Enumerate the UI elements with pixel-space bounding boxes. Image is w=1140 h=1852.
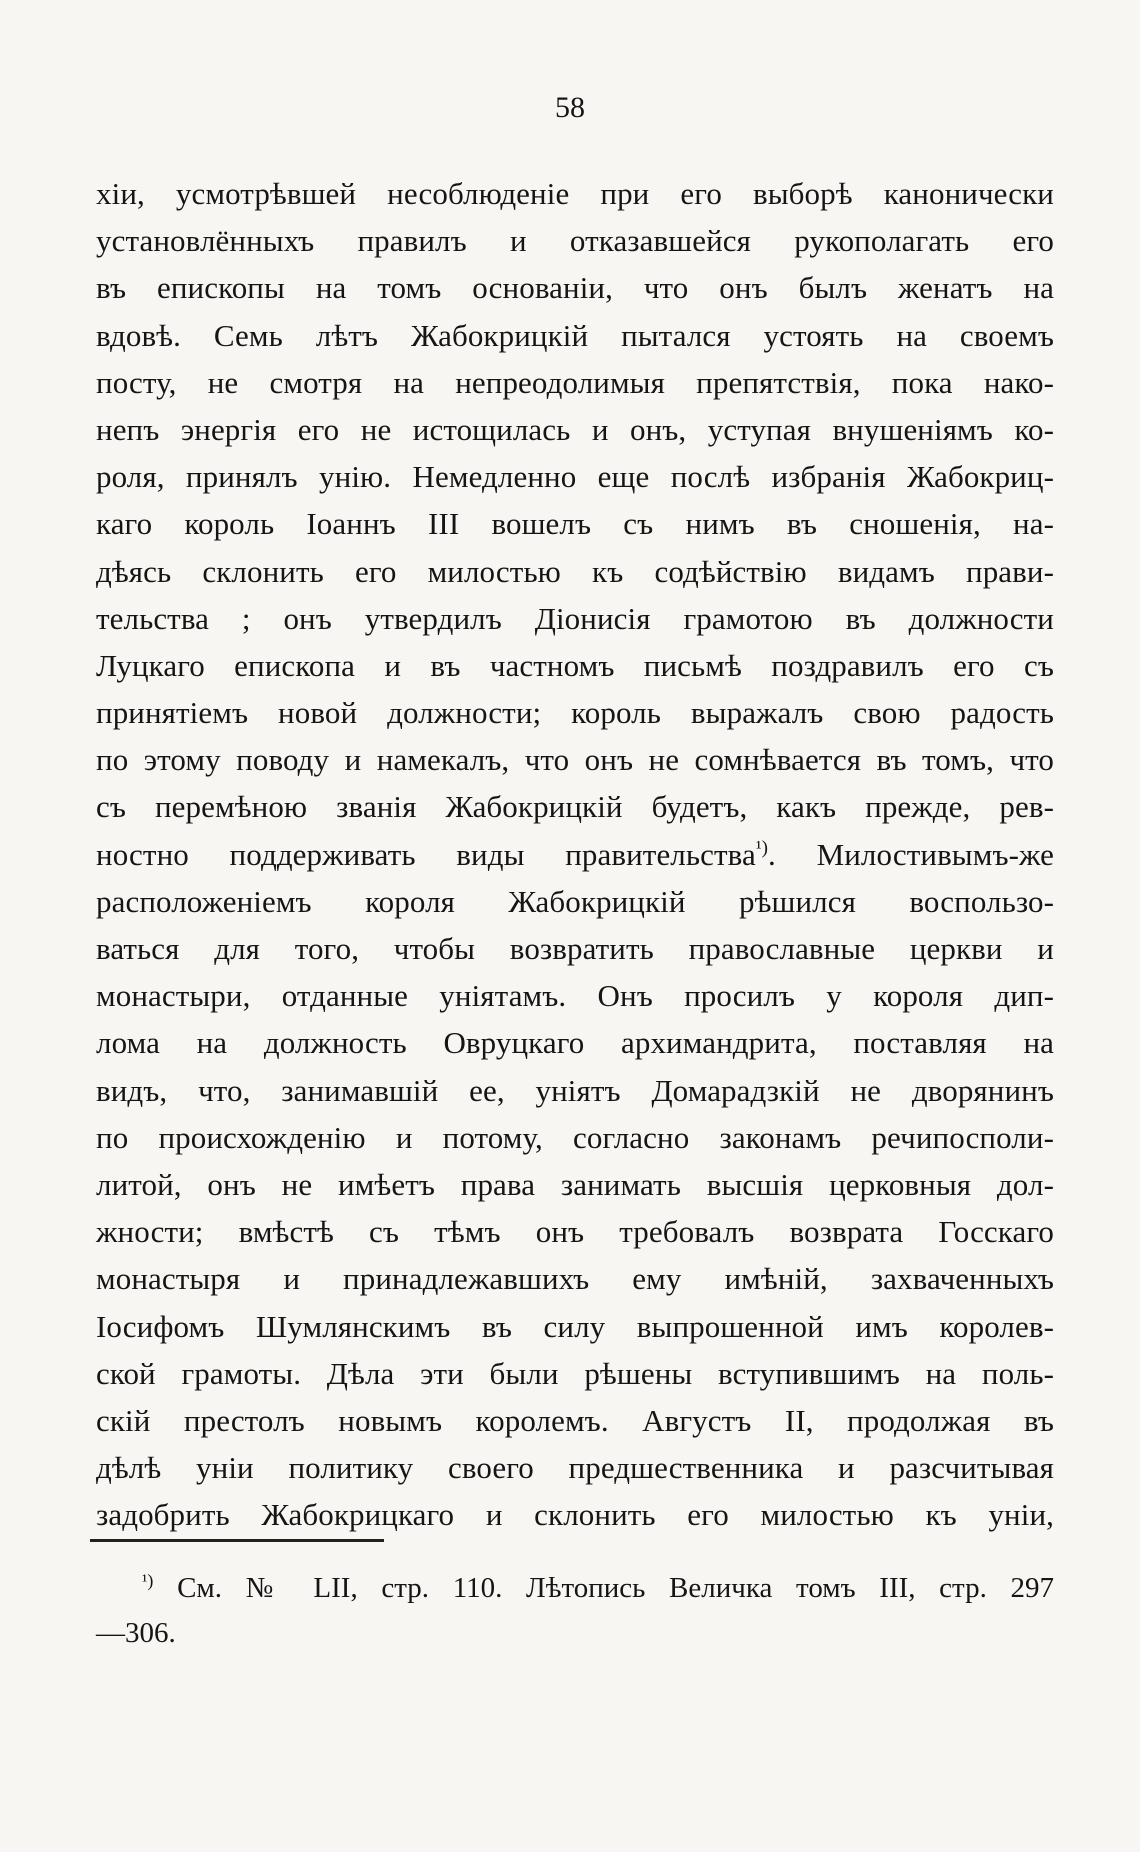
text-line: ваться для того, чтобы возвратить православные церкви и — [96, 931, 1054, 966]
footnote-reference[interactable]: ¹) — [755, 837, 769, 859]
text-line: тельства ; онъ утвердилъ Діонисія грамотою въ должности — [96, 600, 1054, 636]
body-text — [96, 170, 1054, 1538]
text-line: вдовѣ. Семь лѣтъ Жабокрицкій пытался устоять на своемъ — [96, 317, 1054, 353]
text-segment: . Милостивымъ-же — [768, 836, 1054, 872]
footnote-line: —306. — [96, 1617, 176, 1649]
text-line: литой, онъ не имѣетъ права занимать высшія церковныя дол- — [96, 1166, 1054, 1202]
text-line: задобрить Жабокрицкаго и склонить его милостью къ уніи, — [96, 1497, 1054, 1533]
text-line: каго король Іоаннъ III вошелъ съ нимъ въ сношенія, на- — [96, 506, 1054, 542]
text-line: Луцкаго епископа и въ частномъ письмѣ поздравилъ его съ — [96, 647, 1054, 683]
text-line: въ епископы на томъ основаніи, что онъ былъ женатъ на — [96, 270, 1054, 306]
text-segment: ностно поддерживать виды правительства — [96, 836, 756, 872]
text-line: установлённыхъ правилъ и отказавшейся рукополагать его — [96, 223, 1054, 259]
text-line: Іосифомъ Шумлянскимъ въ силу выпрошенной имъ королев- — [96, 1308, 1054, 1344]
text-line: роля, принялъ унію. Немедленно еще послѣ избранія Жабокриц- — [96, 459, 1054, 495]
footnote-divider — [90, 1539, 384, 1542]
footnote-line — [96, 1566, 1054, 1611]
text-line: расположеніемъ короля Жабокрицкій рѣшился воспользо- — [96, 883, 1054, 919]
text-line: ской грамоты. Дѣла эти были рѣшены вступившимъ на поль- — [96, 1355, 1054, 1391]
footnote — [96, 1566, 1054, 1656]
text-line: принятіемъ новой должности; король выражалъ свою радость — [96, 695, 1054, 731]
text-line: дѣясь склонить его милостью къ содѣйствію видамъ прави- — [96, 553, 1054, 589]
footnote-text: См. № LII, стр. 110. Лѣтопись Величка томъ III, стр. 297 — [177, 1572, 1055, 1604]
text-line: по происхожденію и потому, согласно законамъ речипосполи- — [96, 1119, 1054, 1155]
text-line: по этому поводу и намекалъ, что онъ не сомнѣвается въ томъ, что — [96, 742, 1054, 778]
page-number: 58 — [555, 91, 585, 124]
text-line: съ перемѣною званія Жабокрицкій будетъ, какъ прежде, рев- — [96, 789, 1054, 825]
text-line: лома на должность Овруцкаго архимандрита, поставляя на — [96, 1025, 1054, 1061]
text-line: посту, не смотря на непреодолимыя препятствія, пока нако- — [96, 364, 1054, 400]
text-line: хіи, усмотрѣвшей несоблюденіе при его выборѣ канонически — [96, 176, 1054, 211]
text-line: дѣлѣ уніи политику своего предшественника и разсчитывая — [96, 1450, 1054, 1486]
text-line: непъ энергія его не истощилась и онъ, уступая внушеніямъ ко- — [96, 411, 1054, 447]
text-line: монастыри, отданные уніятамъ. Онъ просилъ у короля дип- — [96, 978, 1054, 1014]
footnote-marker: ¹) — [142, 1570, 154, 1591]
text-line: скій престолъ новымъ королемъ. Августъ II, продолжая въ — [96, 1402, 1054, 1438]
text-line-with-footnote-ref — [96, 831, 1054, 878]
text-line: жности; вмѣстѣ съ тѣмъ онъ требовалъ возврата Госскаго — [96, 1214, 1054, 1250]
text-line: видъ, что, занимавшій ее, уніятъ Домарадзкій не дворянинъ — [96, 1072, 1054, 1108]
text-line: монастыря и принадлежавшихъ ему имѣній, захваченныхъ — [96, 1261, 1054, 1297]
